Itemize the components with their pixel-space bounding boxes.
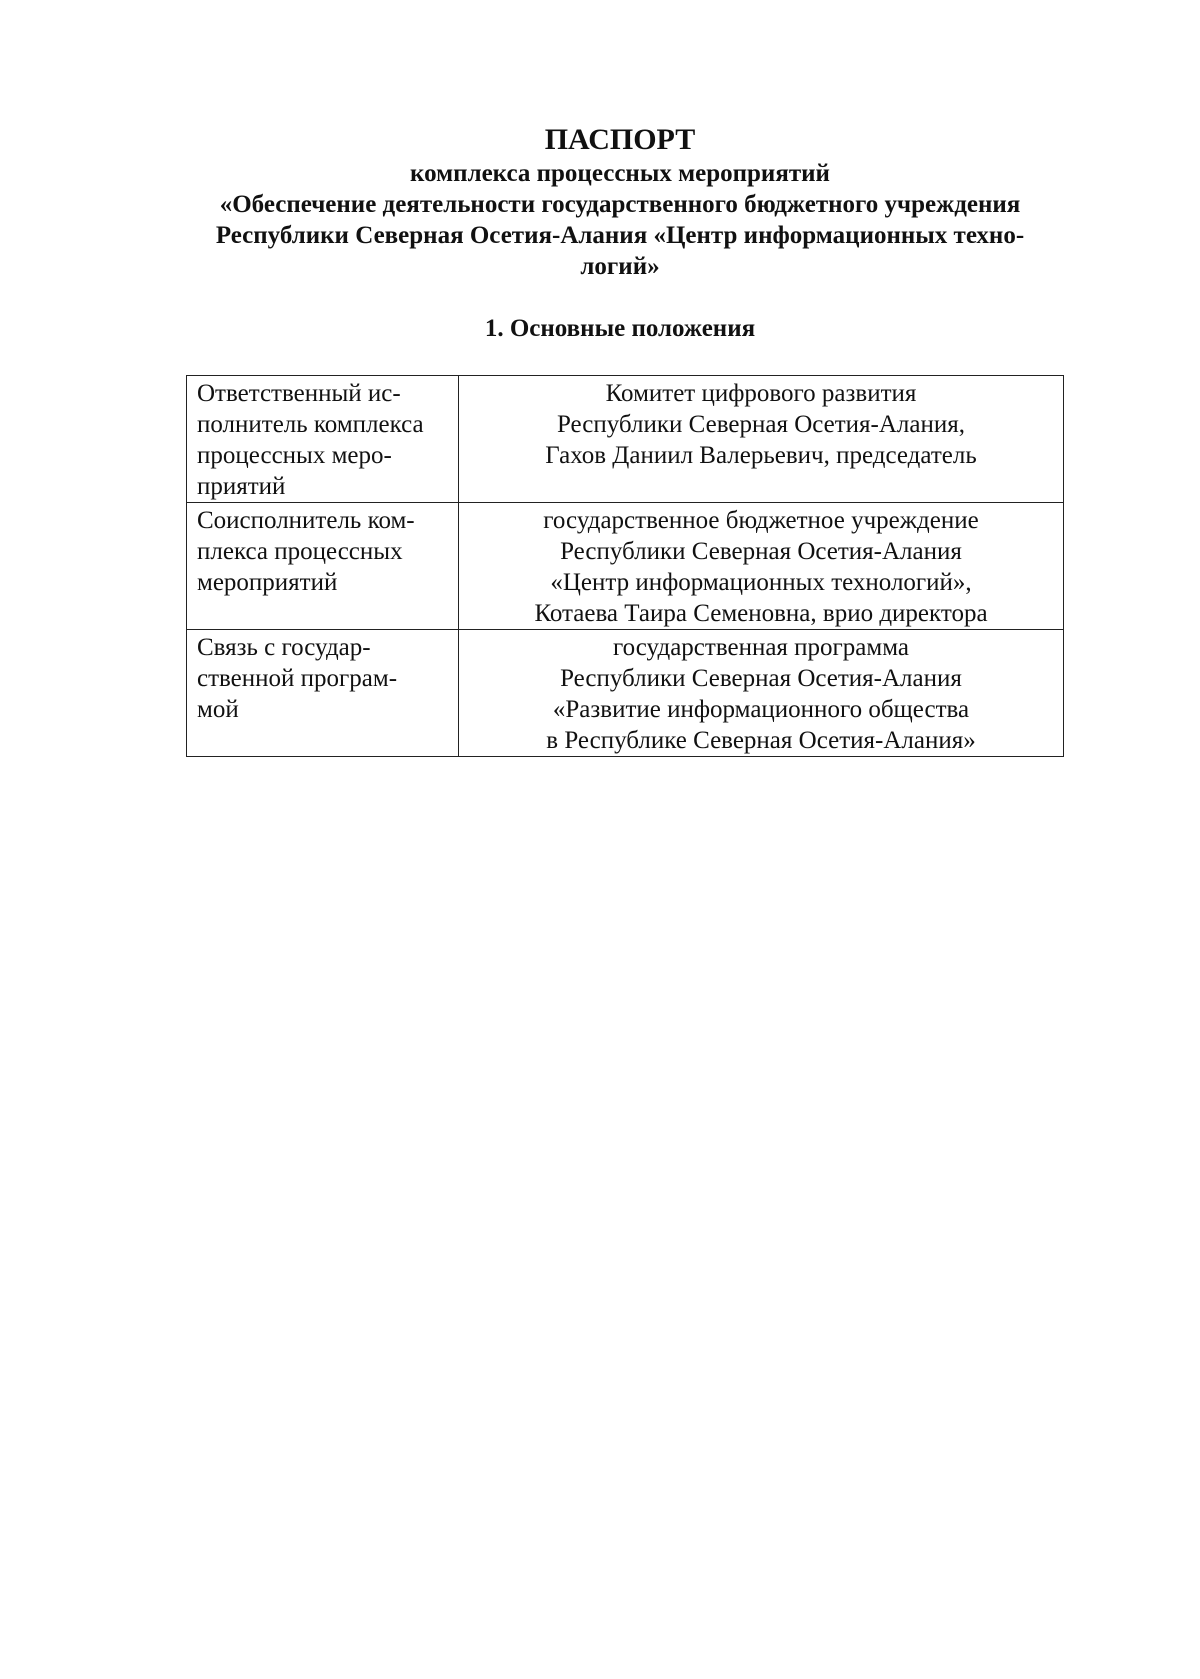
label-line: приятий bbox=[197, 473, 286, 500]
label-line: процессных меро- bbox=[197, 442, 392, 469]
label-line: мой bbox=[197, 696, 239, 723]
value-line: Котаева Таира Семеновна, врио директора bbox=[534, 600, 988, 627]
value-line: Комитет цифрового развития bbox=[605, 380, 917, 407]
value-line: в Республике Северная Осетия-Алания» bbox=[546, 727, 976, 754]
row-value-cell bbox=[459, 503, 1064, 630]
document-title: ПАСПОРТ bbox=[544, 123, 696, 156]
label-line: полнитель комплекса bbox=[197, 411, 424, 438]
document-subtitle-line: комплекса процессных мероприятий bbox=[410, 160, 830, 187]
document-heading bbox=[150, 122, 1090, 282]
document-subtitle-line: логий» bbox=[580, 253, 660, 280]
document-subtitle-line: «Обеспечение деятельности государственного бюджетного учреждения bbox=[219, 191, 1021, 218]
label-line: Ответственный ис- bbox=[197, 380, 401, 407]
table-row bbox=[187, 376, 1064, 503]
value-line: «Центр информационных технологий», bbox=[550, 569, 972, 596]
table-row bbox=[187, 630, 1064, 757]
table-row bbox=[187, 503, 1064, 630]
section-title: 1. Основные положения bbox=[484, 315, 756, 342]
value-line: Республики Северная Осетия-Алания bbox=[560, 538, 962, 565]
row-label-cell bbox=[187, 503, 459, 630]
value-line: Гахов Даниил Валерьевич, председатель bbox=[545, 442, 977, 469]
value-line: государственная программа bbox=[613, 634, 909, 661]
document-subtitle-line: Республики Северная Осетия-Алания «Центр информационных техно- bbox=[215, 222, 1025, 249]
value-line: Республики Северная Осетия-Алания, bbox=[556, 411, 966, 438]
value-line: «Развитие информационного общества bbox=[552, 696, 970, 723]
row-label-cell bbox=[187, 630, 459, 757]
passport-table bbox=[186, 375, 1064, 757]
row-label-cell bbox=[187, 376, 459, 503]
label-line: ственной програм- bbox=[197, 665, 398, 692]
value-line: государственное бюджетное учреждение bbox=[543, 507, 979, 534]
label-line: плекса процессных bbox=[197, 538, 403, 565]
label-line: Связь с государ- bbox=[197, 634, 371, 661]
row-value-cell bbox=[459, 630, 1064, 757]
row-value-cell bbox=[459, 376, 1064, 503]
label-line: Соисполнитель ком- bbox=[197, 507, 415, 534]
label-line: мероприятий bbox=[197, 569, 338, 596]
value-line: Республики Северная Осетия-Алания bbox=[560, 665, 962, 692]
